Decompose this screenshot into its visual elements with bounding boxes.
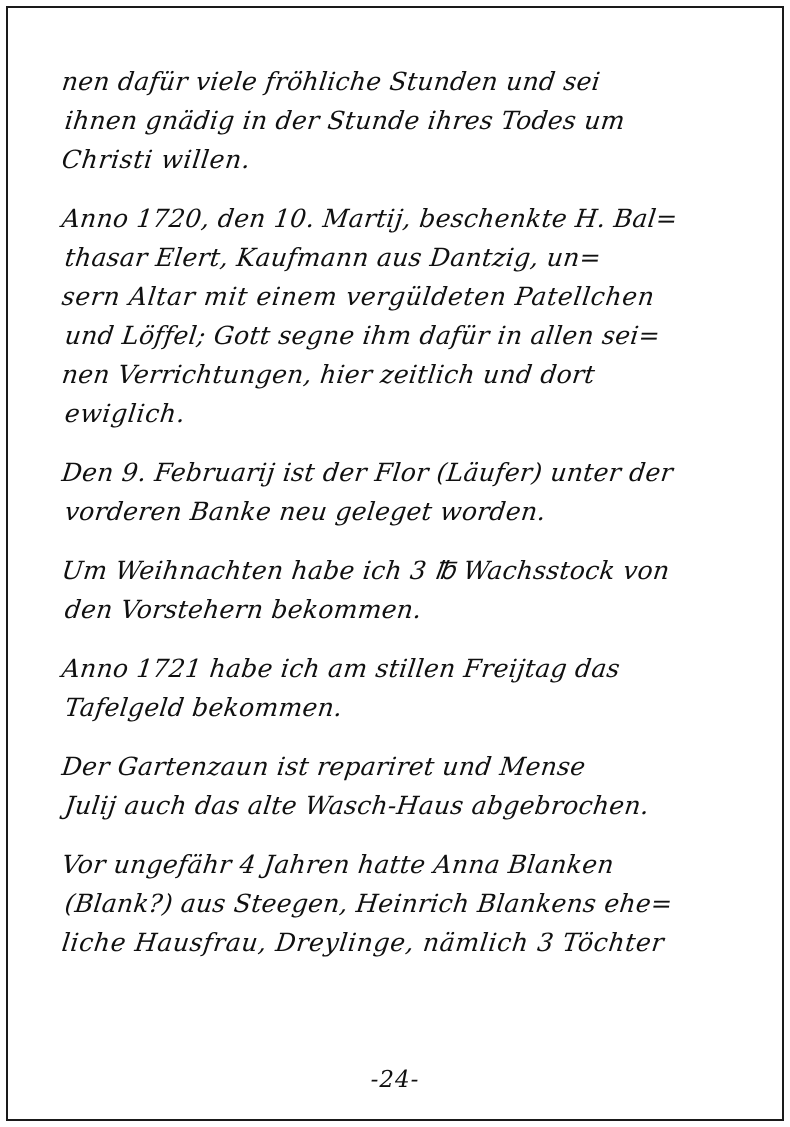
- paragraph: [62, 453, 734, 531]
- text-line: Tafelgeld bekommen.: [63, 693, 345, 722]
- text-line: und Löffel; Gott segne ihm dafür in allen sei=: [63, 321, 662, 350]
- text-line: liche Hausfrau, Dreylinge, nämlich 3 Töchter: [60, 928, 667, 957]
- text-line: den Vorstehern bekommen.: [63, 595, 424, 624]
- text-line: Den 9. Februarij ist der Flor (Läufer) unter der: [60, 458, 675, 487]
- text-line: Um Weihnachten habe ich 3 ℔ Wachsstock von: [60, 556, 672, 585]
- text-line: ewiglich.: [63, 399, 188, 428]
- text-line: (Blank?) aus Steegen, Heinrich Blankens ehe=: [63, 889, 675, 918]
- paragraph: [62, 649, 734, 727]
- text-line: ihnen gnädig in der Stunde ihres Todes um: [63, 106, 627, 135]
- paragraph: [62, 747, 734, 825]
- text-line: Christi willen.: [60, 145, 253, 174]
- text-line: sern Altar mit einem vergüldeten Patellchen: [60, 282, 657, 311]
- text-line: Vor ungefähr 4 Jahren hatte Anna Blanken: [60, 850, 616, 879]
- paragraph: [62, 199, 734, 433]
- paragraph: [62, 62, 734, 179]
- page-number: -24-: [370, 1067, 420, 1093]
- text-line: nen Verrichtungen, hier zeitlich und dort: [60, 360, 597, 389]
- text-line: nen dafür viele fröhliche Stunden und sei: [60, 67, 603, 96]
- text-line: Anno 1721 habe ich am stillen Freijtag das: [60, 654, 622, 683]
- text-line: vorderen Banke neu geleget worden.: [63, 497, 548, 526]
- paragraph: [62, 551, 734, 629]
- handwritten-text-body: [62, 62, 734, 982]
- text-line: Der Gartenzaun ist repariret und Mense: [60, 752, 588, 781]
- text-line: thasar Elert, Kaufmann aus Dantzig, un=: [63, 243, 603, 272]
- paragraph: [62, 845, 734, 962]
- text-line: Julij auch das alte Wasch-Haus abgebrochen.: [63, 791, 651, 820]
- text-line: Anno 1720, den 10. Martij, beschenkte H. Bal=: [60, 204, 680, 233]
